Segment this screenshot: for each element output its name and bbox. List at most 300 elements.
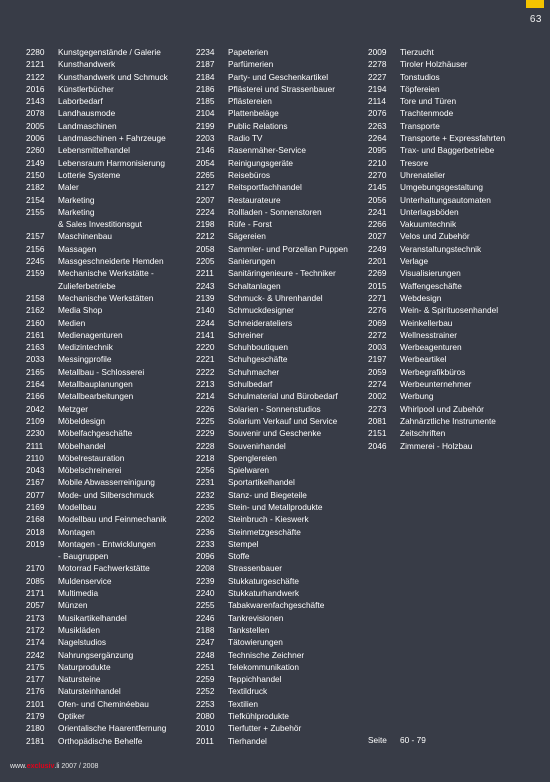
index-entry <box>368 157 540 169</box>
entry-code: 2114 <box>368 96 386 107</box>
entry-code: 2233 <box>196 538 215 549</box>
index-entry <box>196 427 368 439</box>
entry-name: Töpfereien <box>400 83 440 94</box>
index-entry <box>196 107 368 119</box>
index-entry <box>26 587 198 599</box>
entry-name: Schulbedarf <box>228 379 273 390</box>
entry-name: Marketing <box>58 194 95 205</box>
index-entry <box>196 440 368 452</box>
entry-code: 2245 <box>26 256 45 267</box>
entry-code: 2234 <box>196 47 215 57</box>
entry-name: Werbeunternehmer <box>400 379 472 390</box>
index-entry <box>26 390 198 402</box>
index-entry <box>368 120 540 132</box>
entry-name: Landmaschinen + Fahrzeuge <box>58 133 166 144</box>
entry-name: Nagelstudios <box>58 637 106 648</box>
entry-name: Textilien <box>228 698 258 709</box>
index-entry <box>26 649 198 661</box>
entry-code: 2264 <box>368 133 387 144</box>
entry-code: 2143 <box>26 96 45 107</box>
entry-name: Möbelschreinerei <box>58 465 122 476</box>
entry-name: Medizintechnik <box>58 342 113 353</box>
entry-name: Tierzucht <box>400 47 434 57</box>
entry-name: Textildruck <box>228 686 268 697</box>
entry-name: Schreiner <box>228 329 264 340</box>
entry-code: 2141 <box>196 329 215 340</box>
entry-name: Spenglereien <box>228 452 277 463</box>
index-entry <box>26 685 198 697</box>
index-entry <box>26 157 198 169</box>
index-entry <box>368 267 540 279</box>
entry-code: 2278 <box>368 59 387 70</box>
index-entry <box>26 710 198 722</box>
entry-code: 2010 <box>196 723 215 734</box>
entry-code: 2109 <box>26 415 45 426</box>
entry-code: 2242 <box>26 649 45 660</box>
entry-code: 2096 <box>196 551 215 562</box>
index-entry <box>368 46 540 58</box>
entry-code: 2015 <box>368 280 387 291</box>
entry-name: Zulieferbetriebe <box>58 280 116 291</box>
entry-name: Landmaschinen <box>58 120 117 131</box>
entry-code: 2095 <box>368 145 387 156</box>
index-entry <box>196 378 368 390</box>
entry-code: 2202 <box>196 514 215 525</box>
entry-name: Schneiderateliers <box>228 317 293 328</box>
index-entry <box>196 169 368 181</box>
entry-code: 2009 <box>368 47 387 57</box>
index-entry <box>368 58 540 70</box>
index-entry <box>196 95 368 107</box>
entry-code: 2226 <box>196 403 215 414</box>
index-entry <box>26 599 198 611</box>
index-entry <box>26 403 198 415</box>
entry-name: Musikartikelhandel <box>58 612 127 623</box>
entry-name: Möbelfachgeschäfte <box>58 428 133 439</box>
index-entry <box>368 366 540 378</box>
entry-name: Technische Zeichner <box>228 649 305 660</box>
index-entry <box>26 698 198 710</box>
entry-name: Möbelhandel <box>58 440 106 451</box>
index-entry <box>26 317 198 329</box>
entry-name: Webdesign <box>400 292 442 303</box>
entry-code: 2150 <box>26 169 45 180</box>
entry-name: Werbeartikel <box>400 354 447 365</box>
entry-name: Sanierungen <box>228 256 276 267</box>
index-entry <box>196 46 368 58</box>
index-entry <box>368 194 540 206</box>
index-entry <box>368 378 540 390</box>
entry-name: Unterhaltungsautomaten <box>400 194 491 205</box>
index-entry <box>368 329 540 341</box>
entry-name: Multimedia <box>58 588 99 599</box>
entry-code: 2253 <box>196 698 215 709</box>
index-entry <box>196 513 368 525</box>
entry-name: Pflästereien <box>228 96 272 107</box>
index-entry <box>26 452 198 464</box>
entry-name: Mechanische Werkstätte - <box>58 268 154 279</box>
entry-code: 2243 <box>196 280 215 291</box>
entry-name: Unterlagsböden <box>400 206 459 217</box>
index-entry <box>196 390 368 402</box>
index-entry <box>196 636 368 648</box>
entry-name: Papeterien <box>228 47 269 57</box>
entry-name: Modellbau und Feinmechanik <box>58 514 167 525</box>
index-entry <box>368 144 540 156</box>
index-entry <box>26 378 198 390</box>
footer-years: 2007 / 2008 <box>59 763 99 770</box>
entry-name: Massgeschneiderte Hemden <box>58 256 164 267</box>
entry-name: Sammler- und Porzellan Puppen <box>228 243 348 254</box>
entry-code: 2018 <box>26 526 45 537</box>
entry-code: 2276 <box>368 305 387 316</box>
entry-name: Schmuckdesigner <box>228 305 294 316</box>
index-entry <box>196 476 368 488</box>
entry-name: Waffengeschäfte <box>400 280 462 291</box>
seite-label: Seite <box>368 735 387 745</box>
index-entry <box>26 661 198 673</box>
entry-name: Reinigungsgeräte <box>228 157 294 168</box>
entry-name: Stukkaturgeschäfte <box>228 575 300 586</box>
entry-code: 2184 <box>196 71 215 82</box>
entry-name: Münzen <box>58 600 88 611</box>
entry-code: 2248 <box>196 649 215 660</box>
index-entry <box>368 243 540 255</box>
entry-name: Public Relations <box>228 120 288 131</box>
index-entry <box>26 267 198 279</box>
entry-code: 2003 <box>368 342 387 353</box>
entry-name: Zimmerei - Holzbau <box>400 440 473 451</box>
entry-code: 2110 <box>26 452 44 463</box>
index-entry <box>26 440 198 452</box>
entry-code: 2199 <box>196 120 215 131</box>
index-entry <box>196 587 368 599</box>
entry-name: Medienagenturen <box>58 329 123 340</box>
index-entry <box>26 353 198 365</box>
index-entry <box>368 71 540 83</box>
entry-code: 2159 <box>26 268 45 279</box>
entry-name: Weinkellerbau <box>400 317 453 328</box>
entry-code: 2229 <box>196 428 215 439</box>
index-entry <box>196 403 368 415</box>
index-entry <box>26 243 198 255</box>
entry-code: 2161 <box>26 329 45 340</box>
entry-code: 2205 <box>196 256 215 267</box>
entry-name: Vakuumtechnik <box>400 219 457 230</box>
index-entry <box>196 317 368 329</box>
index-entry <box>196 562 368 574</box>
index-entry <box>196 599 368 611</box>
index-entry <box>368 169 540 181</box>
entry-name: Umgebungsgestaltung <box>400 182 484 193</box>
entry-code: 2146 <box>196 145 215 156</box>
entry-name: Souvenirhandel <box>228 440 286 451</box>
entry-code: 2085 <box>26 575 45 586</box>
index-entry <box>196 661 368 673</box>
entry-name: Tiroler Holzhäuser <box>400 59 468 70</box>
entry-name: Stukkaturhandwerk <box>228 588 300 599</box>
entry-name: Strassenbauer <box>228 563 282 574</box>
entry-name: Laborbedarf <box>58 96 103 107</box>
index-entry <box>196 673 368 685</box>
entry-name: Tierfutter + Zubehör <box>228 723 302 734</box>
entry-code: 2266 <box>368 219 387 230</box>
entry-code: 2081 <box>368 415 387 426</box>
index-entry <box>26 107 198 119</box>
entry-name: Steinbruch - Kieswerk <box>228 514 309 525</box>
entry-name: Parfümerien <box>228 59 274 70</box>
entry-code: 2104 <box>196 108 215 119</box>
entry-code: 2127 <box>196 182 215 193</box>
entry-name: Medien <box>58 317 86 328</box>
index-column-2 <box>196 46 368 747</box>
entry-code: 2174 <box>26 637 45 648</box>
entry-code: 2208 <box>196 563 215 574</box>
entry-name: Rollladen - Sonnenstoren <box>228 206 322 217</box>
index-entry <box>196 501 368 513</box>
entry-code: 2043 <box>26 465 45 476</box>
index-entry <box>196 353 368 365</box>
index-entry <box>26 526 198 538</box>
entry-name: Marketing <box>58 206 95 217</box>
entry-name: Whirlpool und Zubehör <box>400 403 484 414</box>
index-entry <box>368 132 540 144</box>
index-entry <box>196 144 368 156</box>
index-entry <box>196 71 368 83</box>
entry-code: 2225 <box>196 415 215 426</box>
entry-code: 2187 <box>196 59 215 70</box>
entry-name: Sanitäringenieure - Techniker <box>228 268 336 279</box>
index-entry <box>368 181 540 193</box>
entry-code: 2149 <box>26 157 45 168</box>
entry-code: 2274 <box>368 379 387 390</box>
entry-name: Zeitschriften <box>400 428 446 439</box>
footer-suffix: .li <box>54 763 60 770</box>
entry-name: Tore und Türen <box>400 96 457 107</box>
index-entry <box>196 538 368 550</box>
entry-code: 2256 <box>196 465 215 476</box>
index-entry <box>196 120 368 132</box>
entry-name: Tonstudios <box>400 71 440 82</box>
index-entry <box>26 46 198 58</box>
index-entry <box>196 415 368 427</box>
entry-name: Reitsportfachhandel <box>228 182 302 193</box>
index-entry <box>368 206 540 218</box>
entry-code: 2011 <box>196 735 214 746</box>
index-entry <box>196 685 368 697</box>
entry-name: Uhrenatelier <box>400 169 446 180</box>
index-entry <box>26 230 198 242</box>
entry-code: 2272 <box>368 329 387 340</box>
entry-name: Transporte + Expressfahrten <box>400 133 506 144</box>
entry-name: Massagen <box>58 243 97 254</box>
index-entry <box>26 464 198 476</box>
entry-code: 2265 <box>196 169 215 180</box>
entry-name: Werbung <box>400 391 434 402</box>
index-entry <box>196 83 368 95</box>
index-entry <box>196 612 368 624</box>
entry-code: 2054 <box>196 157 215 168</box>
index-entry <box>368 218 540 230</box>
entry-name: Schuhgeschäfte <box>228 354 288 365</box>
index-entry <box>26 304 198 316</box>
entry-code: 2140 <box>196 305 215 316</box>
index-entry <box>26 206 198 218</box>
entry-code: 2160 <box>26 317 45 328</box>
entry-code: 2172 <box>26 624 45 635</box>
index-entry <box>26 255 198 267</box>
entry-name: Radio TV <box>228 133 263 144</box>
index-entry <box>196 292 368 304</box>
index-entry <box>368 390 540 402</box>
index-entry <box>196 157 368 169</box>
index-entry <box>26 735 198 747</box>
entry-code: 2201 <box>368 256 387 267</box>
entry-name: Montagen - Entwicklungen <box>58 538 156 549</box>
index-entry <box>26 58 198 70</box>
entry-name: Restaurateure <box>228 194 281 205</box>
entry-name: Landhausmode <box>58 108 116 119</box>
index-entry <box>26 71 198 83</box>
entry-code: 2173 <box>26 612 45 623</box>
entry-code: 2168 <box>26 514 45 525</box>
entry-code: 2224 <box>196 206 215 217</box>
index-entry <box>368 255 540 267</box>
entry-name: Teppichhandel <box>228 674 282 685</box>
index-entry <box>368 83 540 95</box>
entry-code: 2179 <box>26 711 45 722</box>
index-entry <box>368 292 540 304</box>
entry-name: Nahrungsergänzung <box>58 649 134 660</box>
entry-code: 2175 <box>26 661 45 672</box>
entry-code: 2169 <box>26 501 45 512</box>
index-column-3 <box>368 46 540 452</box>
footer <box>10 763 98 770</box>
entry-name: Möbeldesign <box>58 415 106 426</box>
entry-code: 2255 <box>196 600 215 611</box>
entry-name: Solarium Verkauf und Service <box>228 415 338 426</box>
entry-name: Metallbau - Schlosserei <box>58 366 145 377</box>
entry-code: 2145 <box>368 182 387 193</box>
entry-name: Mobile Abwasserreinigung <box>58 477 155 488</box>
entry-name: Schuhboutiquen <box>228 342 288 353</box>
entry-name: Tankrevisionen <box>228 612 284 623</box>
index-entry <box>26 673 198 685</box>
entry-code: 2188 <box>196 624 215 635</box>
entry-code: 2056 <box>368 194 387 205</box>
index-entry <box>26 83 198 95</box>
index-entry <box>196 181 368 193</box>
page-number: 63 <box>529 14 542 25</box>
entry-code: 2221 <box>196 354 215 365</box>
entry-code: 2273 <box>368 403 387 414</box>
index-entry <box>196 452 368 464</box>
entry-code: 2101 <box>26 698 45 709</box>
entry-code <box>26 550 58 562</box>
index-entry <box>26 415 198 427</box>
page-tab <box>510 0 550 32</box>
entry-name: Musikläden <box>58 624 100 635</box>
entry-code: 2194 <box>368 83 387 94</box>
index-entry <box>196 218 368 230</box>
entry-name: Tätowierungen <box>228 637 283 648</box>
entry-name: Sägereien <box>228 231 266 242</box>
entry-code: 2058 <box>196 243 215 254</box>
index-entry <box>196 341 368 353</box>
entry-name: Lebensraum Harmonisierung <box>58 157 165 168</box>
index-entry <box>196 550 368 562</box>
entry-code: 2006 <box>26 133 45 144</box>
index-entry <box>196 366 368 378</box>
entry-name: Plattenbeläge <box>228 108 279 119</box>
entry-code: 2033 <box>26 354 45 365</box>
index-entry <box>26 612 198 624</box>
entry-code: 2151 <box>368 428 387 439</box>
entry-name: Telekommunikation <box>228 661 300 672</box>
entry-name: Schulmaterial und Bürobedarf <box>228 391 338 402</box>
entry-name: Zahnärztliche Instrumente <box>400 415 496 426</box>
index-entry <box>26 132 198 144</box>
entry-code: 2214 <box>196 391 215 402</box>
entry-name: Solarien - Sonnenstudios <box>228 403 321 414</box>
entry-code: 2280 <box>26 47 45 57</box>
index-entry <box>26 120 198 132</box>
footer-brand: exclusiv <box>26 763 55 770</box>
entry-name: Montagen <box>58 526 95 537</box>
index-column-1 <box>26 46 198 747</box>
entry-code: 2059 <box>368 366 387 377</box>
entry-code: 2231 <box>196 477 215 488</box>
index-entry <box>196 575 368 587</box>
entry-code: 2019 <box>26 538 45 549</box>
entry-code: 2212 <box>196 231 215 242</box>
index-entry <box>196 267 368 279</box>
entry-code: 2259 <box>196 674 215 685</box>
entry-code: 2232 <box>196 489 215 500</box>
entry-name: Mechanische Werkstätten <box>58 292 154 303</box>
entry-name: Rüfe - Forst <box>228 219 272 230</box>
index-entry <box>26 636 198 648</box>
entry-name: Messingprofile <box>58 354 112 365</box>
entry-code: 2269 <box>368 268 387 279</box>
index-entry <box>26 722 198 734</box>
entry-name: Steinmetzgeschäfte <box>228 526 301 537</box>
entry-name: Möbelrestauration <box>58 452 125 463</box>
entry-code: 2228 <box>196 440 215 451</box>
entry-name: Pflästerei und Strassenbauer <box>228 83 336 94</box>
index-entry <box>196 464 368 476</box>
entry-code: 2170 <box>26 563 45 574</box>
index-entry <box>26 427 198 439</box>
entry-name: Schmuck- & Uhrenhandel <box>228 292 323 303</box>
entry-code: 2166 <box>26 391 45 402</box>
entry-code: 2235 <box>196 501 215 512</box>
entry-code: 2155 <box>26 206 45 217</box>
index-entry <box>26 95 198 107</box>
index-entry <box>26 538 198 550</box>
index-entry <box>196 206 368 218</box>
entry-name: Veranstaltungstechnik <box>400 243 482 254</box>
index-entry <box>196 649 368 661</box>
entry-code: 2139 <box>196 292 215 303</box>
entry-code: 2210 <box>368 157 387 168</box>
entry-code: 2158 <box>26 292 45 303</box>
entry-code: 2027 <box>368 231 387 242</box>
entry-name: Naturprodukte <box>58 661 111 672</box>
entry-name: Stein- und Metallprodukte <box>228 501 323 512</box>
entry-name: Mode- und Silberschmuck <box>58 489 154 500</box>
index-entry <box>368 440 540 452</box>
